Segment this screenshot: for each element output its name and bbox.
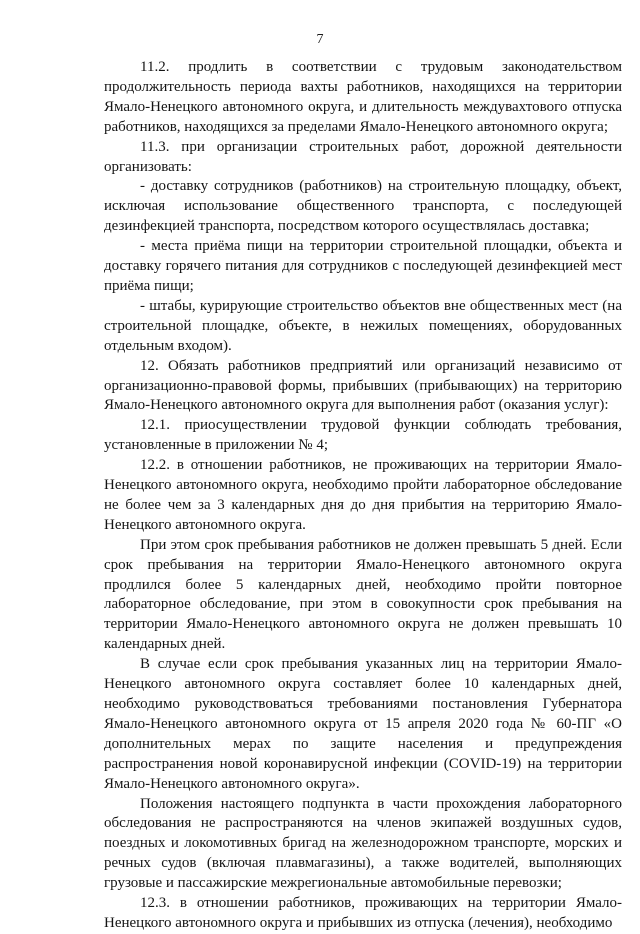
paragraph-12: 12. Обязать работников предприятий или организаций независимо от организационно-правовой формы, прибывших (прибывающих) на территорию Ямало-Ненецкого автономного округа для выполнения работ (оказания услуг): [104,357,622,414]
paragraph-stay-duration: При этом срок пребывания работников не должен превышать 5 дней. Если срок пребывания на территории Ямало-Ненецкого автономного округа продлился более 5 календарных дней, необходимо пройти повторное лабораторное обследование, при этом в совокупности срок пребывания на территории Ямало-Ненецкого автономного округа не должен превышать 10 календарных дней. [104,536,622,653]
paragraph-long-stay: В случае если срок пребывания указанных лиц на территории Ямало-Ненецкого автономного округа составляет более 10 календарных дней, необходимо руководствоваться требованиями постановления Губернатора Ямало-Ненецкого автономного округа от 15 апреля 2020 года № 60-ПГ «О дополнительных мерах по защите населения и предупреждения распространения новой коронавирусной инфекции (COVID-19) на территории Ямало-Ненецкого автономного округа». [104,656,622,792]
paragraph-exemptions: Положения настоящего подпункта в части прохождения лабораторного обследования не распространяются на членов экипажей воздушных судов, поездных и локомотивных бригад на железнодорожном транспорте, морских и речных судов (включая плавмагазины), а также водителей, выполняющих грузовые и пассажирские межрегиональные автомобильные перевозки; [104,795,622,892]
paragraph-12-3: 12.3. в отношении работников, проживающих на территории Ямало-Ненецкого автономного округа и прибывших из отпуска (лечения), необходимо [104,895,622,931]
list-item-meal-places: - места приёма пищи на территории строительной площадки, объекта и доставку горячего питания для сотрудников с последующей дезинфекцией мест приёма пищи; [104,238,622,294]
paragraph-11-2: 11.2. продлить в соответствии с трудовым законодательством продолжительность периода вахты работников, находящихся на территории Ямало-Ненецкого автономного округа, и длительность междувахтового отпуска работников, находящихся за пределами Ямало-Ненецкого автономного округа; [104,59,622,135]
paragraph-12-2: 12.2. в отношении работников, не проживающих на территории Ямало-Ненецкого автономного округа, необходимо пройти лабораторное обследование не более чем за 3 календарных дня до дня прибытия на территорию Ямало-Ненецкого автономного округа. [104,457,622,533]
paragraph-12-1: 12.1. приосуществлении трудовой функции соблюдать требования, установленные в приложении № 4; [104,417,622,454]
document-body [104,58,622,934]
page-number: 7 [316,32,324,47]
list-item-headquarters: - штабы, курирующие строительство объектов вне общественных мест (на строительной площадке, объекте, в нежилых помещениях, оборудованных отдельным входом). [104,297,622,354]
paragraph-11-3: 11.3. при организации строительных работ, дорожной деятельности организовать: [104,138,622,175]
list-item-staff-delivery: - доставку сотрудников (работников) на строительную площадку, объект, исключая использование общественного транспорта, с последующей дезинфекцией транспорта, посредством которого осуществлялась доставка; [104,178,622,235]
